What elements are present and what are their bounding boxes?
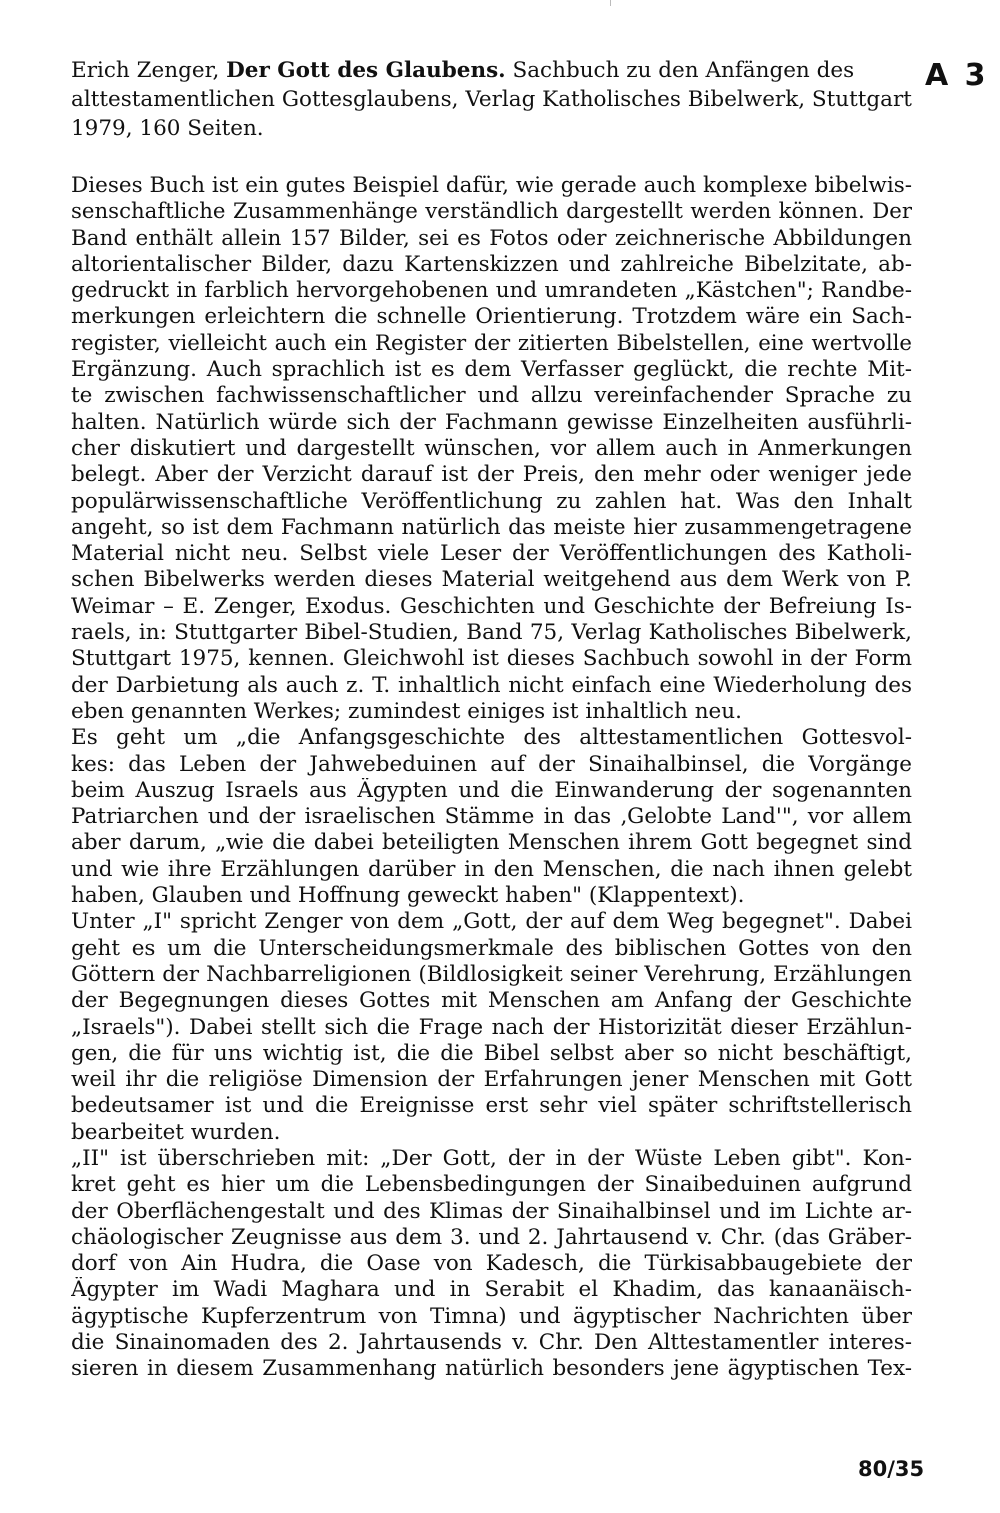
text-line: Göttern der Nachbarreligionen (Bildlosigkeit seiner Verehrung, Erzählungen: [71, 961, 912, 987]
text-line: die Sinainomaden des 2. Jahrtausends v. Chr. Den Alttestamentler interes-: [71, 1330, 912, 1356]
book-author: Erich Zenger,: [71, 58, 227, 83]
book-publication-info: Sachbuch zu den Anfängen des alttestamentlichen Gottesglaubens, Verlag Katholisches Bibelwerk, Stuttgart 1979, 160 Seiten.: [71, 58, 912, 141]
text-line: altorientalischer Bilder, dazu Kartenskizzen und zahlreiche Bibelzitate, ab-: [71, 251, 912, 277]
text-line: weil ihr die religiöse Dimension der Erfahrungen jener Menschen mit Gott: [71, 1067, 912, 1093]
text-line: kes: das Leben der Jahwebeduinen auf der Sinaihalbinsel, die Vorgänge: [71, 751, 912, 777]
text-line: populärwissenschaftliche Veröffentlichung zu zahlen hat. Was den Inhalt: [71, 488, 912, 514]
text-line: cher diskutiert und dargestellt wünschen, vor allem auch in Anmerkungen: [71, 435, 912, 461]
text-line: gen, die für uns wichtig ist, die die Bibel selbst aber so nicht beschäftigt,: [71, 1040, 912, 1066]
text-line: merkungen erleichtern die schnelle Orientierung. Trotzdem wäre ein Sach-: [71, 304, 912, 330]
book-citation: [71, 56, 912, 143]
text-line: Band enthält allein 157 Bilder, sei es Fotos oder zeichnerische Abbildungen: [71, 225, 912, 251]
book-title: Der Gott des Glaubens.: [226, 58, 506, 83]
text-line: Weimar – E. Zenger, Exodus. Geschichten und Geschichte der Befreiung Is-: [71, 593, 912, 619]
text-line: aber darum, „wie die dabei beteiligten Menschen ihrem Gott begegnet sind: [71, 830, 912, 856]
text-line: halten. Natürlich würde sich der Fachmann gewisse Einzelheiten ausführli-: [71, 409, 912, 435]
page-number: 80/35: [858, 1457, 925, 1481]
text-line: haben, Glauben und Hoffnung geweckt haben" (Klappentext).: [71, 883, 745, 909]
text-line: bedeutsamer ist und die Ereignisse erst sehr viel später schriftstellerisch: [71, 1093, 912, 1119]
text-line: angeht, so ist dem Fachmann natürlich das meiste hier zusammengetragene: [71, 514, 912, 540]
text-line: schen Bibelwerks werden dieses Material weitgehend aus dem Werk von P.: [71, 567, 912, 593]
text-line: beim Auszug Israels aus Ägypten und die Einwanderung der sogenannten: [71, 777, 912, 803]
text-line: raels, in: Stuttgarter Bibel-Studien, Band 75, Verlag Katholisches Bibelwerk,: [71, 620, 912, 646]
review-paragraph: [71, 173, 912, 725]
text-line: belegt. Aber der Verzicht darauf ist der Preis, den mehr oder weniger jede: [71, 462, 912, 488]
text-line: der Oberflächengestalt und des Klimas der Sinaihalbinsel und im Lichte ar-: [71, 1198, 912, 1224]
review-page: [71, 56, 912, 1383]
scan-mark: [610, 0, 611, 6]
text-line: gedruckt in farblich hervorgehobenen und umrandeten „Kästchen"; Randbe-: [71, 278, 912, 304]
text-line: bearbeitet wurden.: [71, 1119, 281, 1145]
review-paragraph: [71, 909, 912, 1146]
text-line: Patriarchen und der israelischen Stämme in das ‚Gelobte Land'", vor allem: [71, 804, 912, 830]
text-line: der Begegnungen dieses Gottes mit Menschen am Anfang der Geschichte: [71, 988, 912, 1014]
text-line: Ergänzung. Auch sprachlich ist es dem Verfasser geglückt, die rechte Mit-: [71, 357, 912, 383]
text-line: ägyptische Kupferzentrum von Timna) und ägyptischer Nachrichten über: [71, 1303, 912, 1329]
text-line: Dieses Buch ist ein gutes Beispiel dafür, wie gerade auch komplexe bibelwis-: [71, 173, 912, 198]
text-line: senschaftliche Zusammenhänge verständlich dargestellt werden können. Der: [71, 199, 912, 225]
text-line: geht es um die Unterscheidungsmerkmale des biblischen Gottes von den: [71, 935, 912, 961]
text-line: chäologischer Zeugnisse aus dem 3. und 2. Jahrtausend v. Chr. (das Gräber-: [71, 1224, 912, 1250]
text-line: „II" ist überschrieben mit: „Der Gott, der in der Wüste Leben gibt". Kon-: [71, 1145, 912, 1171]
text-line: der Darbietung als auch z. T. inhaltlich nicht einfach eine Wiederholung des: [71, 672, 912, 698]
text-line: Ägypter im Wadi Maghara und in Serabit el Khadim, das kanaanäisch-: [71, 1277, 912, 1303]
text-line: Unter „I" spricht Zenger von dem „Gott, der auf dem Weg begegnet". Dabei: [71, 909, 912, 935]
text-line: Es geht um „die Anfangsgeschichte des alttestamentlichen Gottesvol-: [71, 725, 912, 751]
text-line: und wie ihre Erzählungen darüber in den Menschen, die nach ihnen gelebt: [71, 856, 912, 882]
text-line: register, vielleicht auch ein Register der zitierten Bibelstellen, eine wertvolle: [71, 330, 912, 356]
text-line: Material nicht neu. Selbst viele Leser der Veröffentlichungen des Katholi-: [71, 541, 912, 567]
review-text: [71, 173, 912, 1383]
text-line: Stuttgart 1975, kennen. Gleichwohl ist dieses Sachbuch sowohl in der Form: [71, 646, 912, 672]
text-line: te zwischen fachwissenschaftlicher und allzu vereinfachender Sprache zu: [71, 383, 912, 409]
review-paragraph: [71, 1146, 912, 1383]
review-paragraph: [71, 725, 912, 909]
text-line: eben genannten Werkes; zumindest einiges ist inhaltlich neu.: [71, 698, 742, 724]
text-line: sieren in diesem Zusammenhang natürlich besonders jene ägyptischen Tex-: [71, 1356, 912, 1382]
text-line: kret geht es hier um die Lebensbedingungen der Sinaibeduinen aufgrund: [71, 1172, 912, 1198]
text-line: „Israels"). Dabei stellt sich die Frage nach der Historizität dieser Erzählun-: [71, 1014, 912, 1040]
text-line: dorf von Ain Hudra, die Oase von Kadesch, die Türkisabbaugebiete der: [71, 1251, 912, 1277]
section-tag: A 3: [925, 58, 989, 93]
